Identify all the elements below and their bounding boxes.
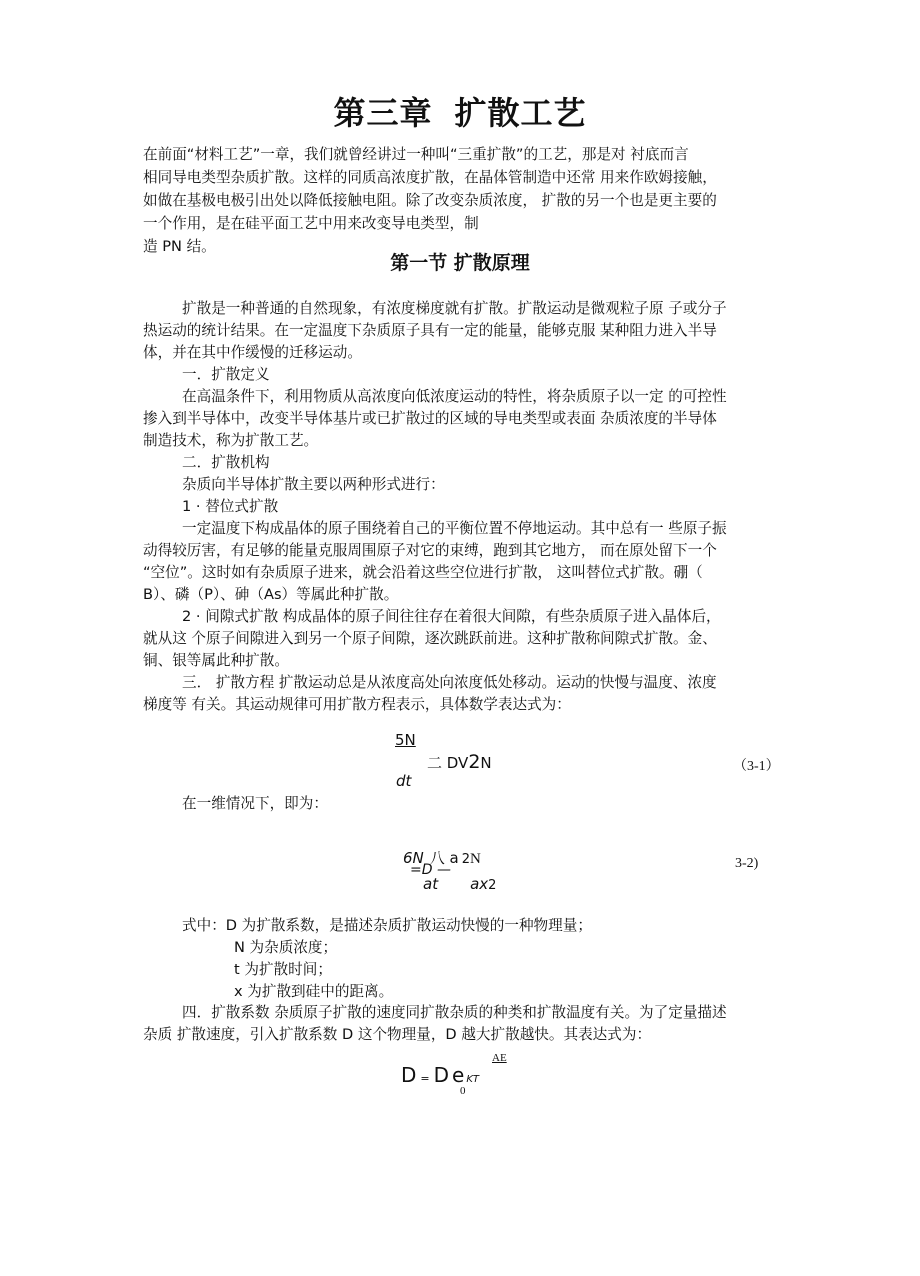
intro-line: 如做在基极电极引出处以降低接触电阻。除了改变杂质浓度， 扩散的另一个也是更主要的	[143, 192, 717, 209]
heading-diffusion-coefficient: 四．扩散系数 杂质原子扩散的速度同扩散杂质的种类和扩散温度有关。为了定量描述	[182, 1004, 727, 1021]
body-line: 在高温条件下，利用物质从高浓度向低浓度运动的特性，将杂质原子以一定 的可控性	[182, 388, 727, 405]
body-line: 就从这 个原子间隙进入到另一个原子间隙，逐次跳跃前进。这种扩散称间隙式扩散。金、	[143, 630, 717, 647]
eq3-subscript: 0	[460, 1085, 466, 1097]
body-line: 铜、银等属此种扩散。	[143, 652, 289, 669]
chapter-name: 扩散工艺	[454, 94, 587, 132]
intro-line: 在前面“材料工艺”一章，我们就曾经讲过一种叫“三重扩散”的工艺，那是对 衬底而言	[143, 146, 689, 163]
eq2-middle: =D —	[410, 862, 451, 878]
intro-line: 一个作用，是在硅平面工艺中用来改变导电类型，制	[143, 215, 479, 232]
body-line: N 为杂质浓度；	[234, 939, 338, 956]
body-line: 杂质向半导体扩散主要以两种形式进行：	[182, 476, 445, 493]
eq2-top: 6N 八 a 2N	[403, 849, 481, 867]
heading-interstitial-diffusion: 2 · 间隙式扩散 构成晶体的原子间往往存在着很大间隙，有些杂质原子进入晶体后，	[182, 608, 721, 625]
body-line: 式中：D 为扩散系数，是描述杂质扩散运动快慢的一种物理量；	[182, 917, 592, 934]
heading-diffusion-equation: 三． 扩散方程 扩散运动总是从浓度高处向浓度低处移动。运动的快慢与温度、浓度	[182, 674, 717, 691]
body-line: “空位”。这时如有杂质原子进来，就会沿着这些空位进行扩散， 这叫替位式扩散。硼（	[143, 564, 703, 581]
eq1-denominator: dt	[396, 772, 412, 790]
body-line: 体，并在其中作缓慢的迁移运动。	[143, 344, 362, 361]
heading-diffusion-mechanism: 二．扩散机构	[182, 454, 270, 471]
heading-substitutional-diffusion: 1 · 替位式扩散	[182, 498, 279, 515]
body-line: 梯度等 有关。其运动规律可用扩散方程表示，具体数学表达式为：	[143, 696, 571, 713]
intro-paragraph	[143, 143, 793, 258]
eq2-bottom: at ax2	[423, 875, 497, 893]
body-line: 杂质 扩散速度，引入扩散系数 D 这个物理量，D 越大扩散越快。其表达式为：	[143, 1026, 652, 1043]
intro-line: 造 PN 结。	[143, 238, 216, 255]
eq1-rhs: 二 DV2N	[427, 751, 492, 773]
body-line: x 为扩散到硅中的距离。	[234, 983, 394, 1000]
body-line: 在一维情况下，即为：	[182, 795, 328, 812]
body-line: 热运动的统计结果。在一定温度下杂质原子具有一定的能量，能够克服 某种阻力进入半导	[143, 322, 717, 339]
heading-diffusion-definition: 一．扩散定义	[182, 366, 270, 383]
body-line: 一定温度下构成晶体的原子围绕着自己的平衡位置不停地运动。其中总有一 些原子振	[182, 520, 727, 537]
equation-label: 3-2)	[735, 856, 759, 871]
body-line: 制造技术，称为扩散工艺。	[143, 432, 319, 449]
eq3-main: D = D e KT	[401, 1063, 480, 1087]
eq3-exponent-numerator: AE	[492, 1052, 507, 1064]
body-line: 掺入到半导体中，改变半导体基片或已扩散过的区域的导电类型或表面 杂质浓度的半导体	[143, 410, 717, 427]
body-line: 扩散是一种普通的自然现象，有浓度梯度就有扩散。扩散运动是微观粒子原 子或分子	[182, 300, 727, 317]
eq1-numerator: 5N	[395, 731, 416, 749]
chapter-title	[0, 88, 920, 134]
equation-label: （3-1）	[733, 759, 780, 774]
body-line: t 为扩散时间；	[234, 961, 332, 978]
chapter-number: 第三章	[333, 94, 433, 132]
body-line: B）、磷（P）、砷（As）等属此种扩散。	[143, 586, 399, 603]
intro-line: 相同导电类型杂质扩散。这样的同质高浓度扩散，在晶体管制造中还常 用来作欧姆接触，	[143, 169, 717, 186]
section-title: 第一节 扩散原理	[390, 252, 530, 274]
body-line: 动得较厉害，有足够的能量克服周围原子对它的束缚，跑到其它地方， 而在原处留下一个	[143, 542, 717, 559]
